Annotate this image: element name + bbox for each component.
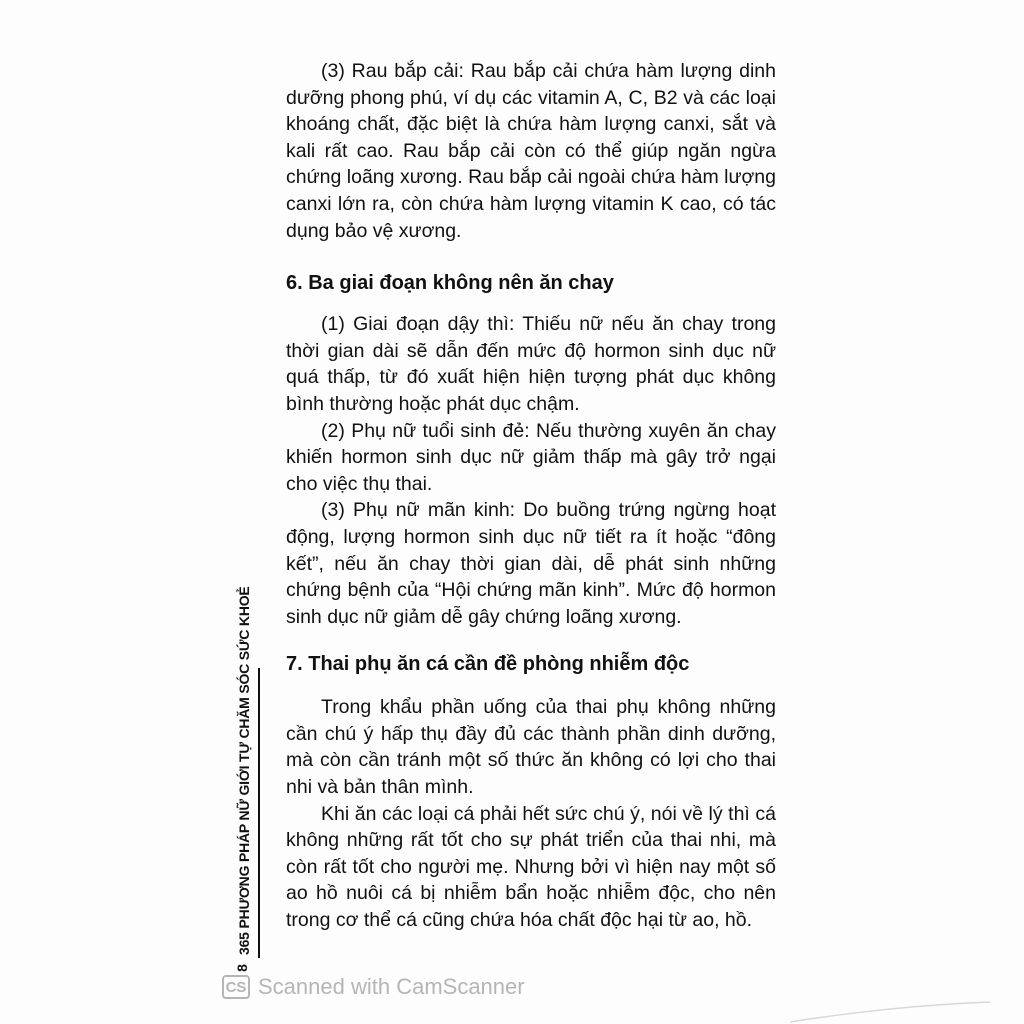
margin-rule xyxy=(258,668,260,958)
heading-section-6: 6. Ba giai đoạn không nên ăn chay xyxy=(286,272,614,295)
paragraph-pregnant-diet: Trong khẩu phần uống của thai phụ không những cần chú ý hấp thụ đầy đủ các thành phần dinh dưỡng, mà còn cần tránh một số thức ăn không có lợi cho thai nhi và bản thân mình. xyxy=(286,696,776,799)
page-edge-shadow xyxy=(790,1000,990,1024)
paragraph-menopause: (3) Phụ nữ mãn kinh: Do buồng trứng ngừng hoạt động, lượng hormon sinh dục nữ tiết ra ít hoặc “đông kết”, nếu ăn chay thời gian dài, dễ phát sinh những chứng bệnh của “Hội chứng mãn kinh”. Mức độ hormon sinh dục nữ giảm dễ gây chứng loãng xương. xyxy=(286,499,776,628)
paragraph-cabbage: (3) Rau bắp cải: Rau bắp cải chứa hàm lượng dinh dưỡng phong phú, ví dụ các vitamin A, C, B2 và các loại khoáng chất, đặc biệt là chứa hàm lượng canxi, sắt và kali rất cao. Rau bắp cải còn có thể giúp ngăn ngừa chứng loãng xương. Rau bắp cải ngoài chứa hàm lượng canxi lớn ra, còn chứa hàm lượng vitamin K cao, có tác dụng bảo vệ xương. xyxy=(286,60,776,242)
paragraph-childbearing: (2) Phụ nữ tuổi sinh đẻ: Nếu thường xuyên ăn chay khiến hormon sinh dục nữ giảm thấp mà gây trở ngại cho việc thụ thai. xyxy=(286,419,776,495)
watermark-text: Scanned with CamScanner xyxy=(258,974,525,999)
camscanner-logo-icon: CS xyxy=(222,975,250,999)
book-title-running-head: 365 PHƯƠNG PHÁP NỮ GIỚI TỰ CHĂM SÓC SỨC KHOẺ xyxy=(236,586,252,955)
camscanner-watermark xyxy=(222,974,525,1000)
text-column xyxy=(286,58,776,934)
heading-section-7: 7. Thai phụ ăn cá cần đề phòng nhiễm độc xyxy=(286,653,690,676)
paragraph-fish: Khi ăn các loại cá phải hết sức chú ý, nói về lý thì cá không những rất tốt cho sự phát triển của thai nhi, mà còn rất tốt cho người mẹ. Nhưng bởi vì hiện nay một số ao hồ nuôi cá bị nhiễm bẩn hoặc nhiễm độc, cho nên trong cơ thể cá cũng chứa hóa chất độc hại từ ao, hồ. xyxy=(286,802,776,932)
page-number: 8 xyxy=(233,964,250,972)
paragraph-puberty: (1) Giai đoạn dậy thì: Thiếu nữ nếu ăn chay trong thời gian dài sẽ dẫn đến mức độ hormon sinh dục nữ quá thấp, từ đó xuất hiện hiện tượng phát dục không bình thường hoặc phát dục chậm. xyxy=(286,313,776,415)
